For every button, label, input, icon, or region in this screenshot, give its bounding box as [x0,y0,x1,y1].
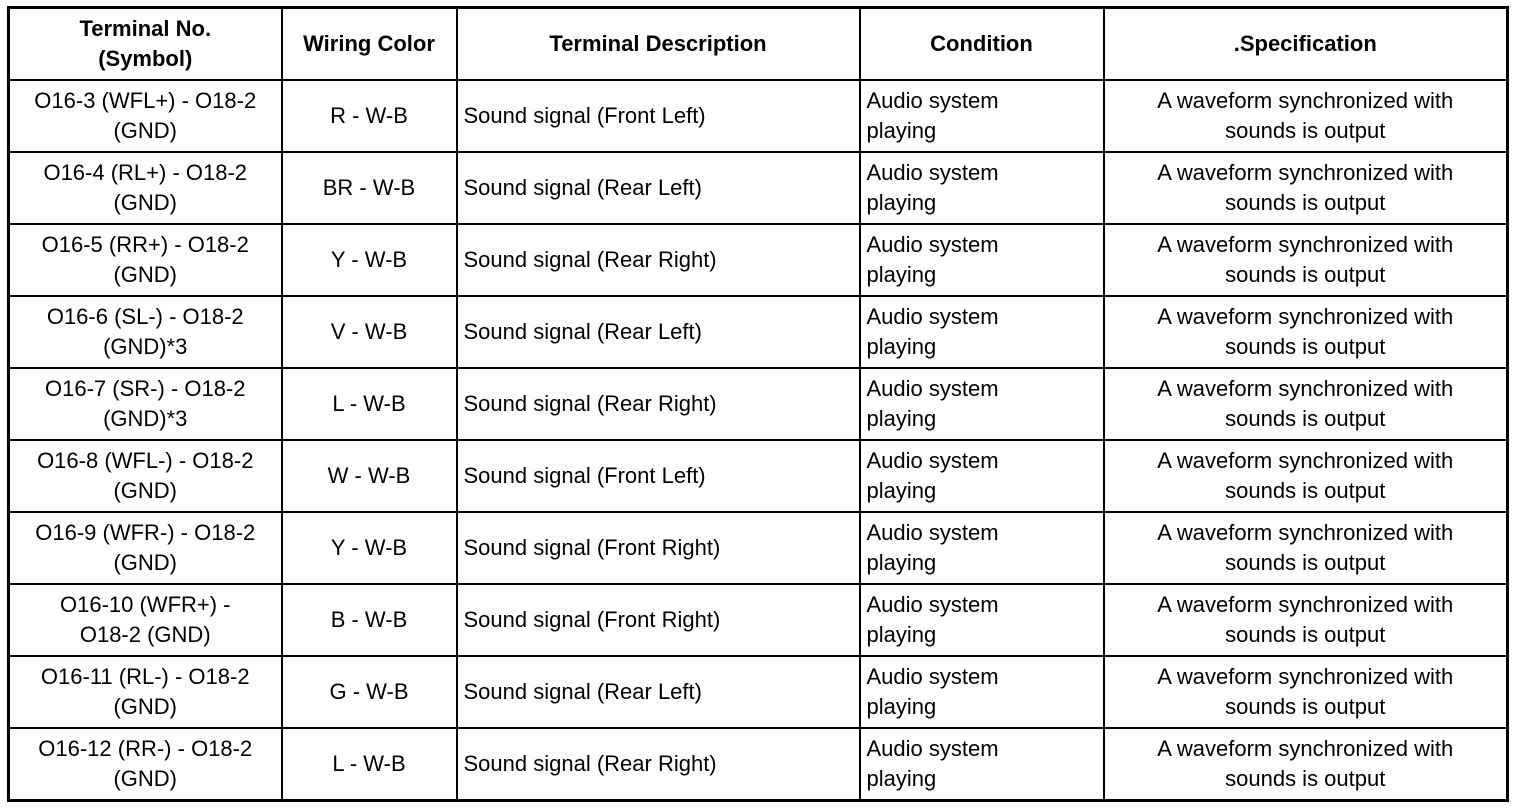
condition-line2: playing [866,406,937,431]
specification-line1: A waveform synchronized with [1157,592,1454,617]
condition-line2: playing [866,190,937,215]
table-row [9,656,1508,728]
specification-line1: A waveform synchronized with [1157,160,1454,185]
terminal-spec-table [7,6,1509,802]
wiring-color-cell: L - W-B [282,728,457,801]
header-row [9,8,1508,81]
description-cell: Sound signal (Rear Right) [457,368,860,440]
terminal-line1: O16-11 (RL-) - O18-2 [40,664,250,689]
terminal-line2: (GND) [113,550,178,575]
specification-line2: sounds is output [1225,262,1386,287]
description-cell: Sound signal (Rear Right) [457,224,860,296]
specification-line1: A waveform synchronized with [1157,664,1454,689]
terminal-line2: (GND)*3 [103,334,188,359]
specification-cell [1104,80,1508,152]
condition-line1: Audio system [866,592,999,617]
table-row [9,224,1508,296]
terminal-cell [9,80,282,152]
terminal-spec-table-container [7,6,1509,802]
wiring-color-cell: V - W-B [282,296,457,368]
terminal-line1: O16-8 (WFL-) - O18-2 [37,448,254,473]
condition-line1: Audio system [866,88,999,113]
terminal-line2: (GND) [113,766,178,791]
terminal-cell [9,368,282,440]
condition-cell [860,440,1104,512]
condition-cell [860,368,1104,440]
specification-cell [1104,368,1508,440]
table-row [9,728,1508,801]
specification-line2: sounds is output [1225,622,1386,647]
wiring-color-cell: BR - W-B [282,152,457,224]
terminal-line1: O16-3 (WFL+) - O18-2 [34,88,257,113]
header-wiring-color: Wiring Color [282,8,457,81]
description-cell: Sound signal (Front Right) [457,512,860,584]
specification-cell [1104,584,1508,656]
condition-line2: playing [866,334,937,359]
header-condition: Condition [860,8,1104,81]
description-cell: Sound signal (Rear Left) [457,296,860,368]
terminal-line2: (GND) [113,262,178,287]
condition-line1: Audio system [866,664,999,689]
table-row [9,296,1508,368]
condition-line2: playing [866,766,937,791]
specification-cell [1104,512,1508,584]
specification-line2: sounds is output [1225,406,1386,431]
header-terminal-line2: (Symbol) [98,46,193,71]
wiring-color-cell: W - W-B [282,440,457,512]
condition-cell [860,728,1104,801]
terminal-line1: O16-10 (WFR+) - [59,592,231,617]
specification-line2: sounds is output [1225,190,1386,215]
condition-line1: Audio system [866,160,999,185]
header-terminal-description: Terminal Description [457,8,860,81]
specification-line1: A waveform synchronized with [1157,376,1454,401]
specification-line2: sounds is output [1225,478,1386,503]
condition-line1: Audio system [866,448,999,473]
terminal-cell [9,728,282,801]
specification-line1: A waveform synchronized with [1157,232,1454,257]
condition-line1: Audio system [866,232,999,257]
wiring-color-cell: Y - W-B [282,224,457,296]
terminal-cell [9,656,282,728]
terminal-line2: O18-2 (GND) [79,622,211,647]
description-cell: Sound signal (Rear Right) [457,728,860,801]
specification-line2: sounds is output [1225,550,1386,575]
description-cell: Sound signal (Front Left) [457,440,860,512]
condition-cell [860,656,1104,728]
specification-line2: sounds is output [1225,334,1386,359]
terminal-line2: (GND)*3 [103,406,188,431]
wiring-color-cell: R - W-B [282,80,457,152]
wiring-color-cell: G - W-B [282,656,457,728]
terminal-line2: (GND) [113,478,178,503]
table-row [9,368,1508,440]
specification-line1: A waveform synchronized with [1157,448,1454,473]
header-terminal [9,8,282,81]
specification-cell [1104,440,1508,512]
terminal-line1: O16-12 (RR-) - O18-2 [38,736,253,761]
table-row [9,440,1508,512]
terminal-cell [9,224,282,296]
terminal-line1: O16-7 (SR-) - O18-2 [45,376,246,401]
condition-line2: playing [866,478,937,503]
condition-line2: playing [866,262,937,287]
specification-line2: sounds is output [1225,118,1386,143]
terminal-line2: (GND) [113,694,178,719]
condition-line1: Audio system [866,520,999,545]
table-row [9,152,1508,224]
condition-cell [860,80,1104,152]
condition-line1: Audio system [866,376,999,401]
specification-line1: A waveform synchronized with [1157,88,1454,113]
table-row [9,584,1508,656]
condition-line2: playing [866,622,937,647]
condition-cell [860,584,1104,656]
header-terminal-line1: Terminal No. [79,16,212,41]
specification-line1: A waveform synchronized with [1157,520,1454,545]
condition-line2: playing [866,118,937,143]
terminal-cell [9,152,282,224]
description-cell: Sound signal (Rear Left) [457,656,860,728]
condition-line2: playing [866,550,937,575]
table-row [9,80,1508,152]
terminal-line1: O16-4 (RL+) - O18-2 [43,160,248,185]
terminal-line1: O16-5 (RR+) - O18-2 [41,232,249,257]
description-cell: Sound signal (Front Left) [457,80,860,152]
description-cell: Sound signal (Rear Left) [457,152,860,224]
description-cell: Sound signal (Front Right) [457,584,860,656]
table-body [9,80,1508,801]
condition-line1: Audio system [866,304,999,329]
terminal-cell [9,584,282,656]
terminal-cell [9,512,282,584]
specification-line2: sounds is output [1225,694,1386,719]
header-specification: .Specification [1104,8,1508,81]
wiring-color-cell: Y - W-B [282,512,457,584]
specification-cell [1104,728,1508,801]
specification-cell [1104,152,1508,224]
terminal-cell [9,440,282,512]
wiring-color-cell: B - W-B [282,584,457,656]
specification-line1: A waveform synchronized with [1157,304,1454,329]
table-row [9,512,1508,584]
condition-cell [860,512,1104,584]
terminal-line2: (GND) [113,118,178,143]
specification-cell [1104,296,1508,368]
specification-line1: A waveform synchronized with [1157,736,1454,761]
specification-cell [1104,224,1508,296]
condition-cell [860,296,1104,368]
wiring-color-cell: L - W-B [282,368,457,440]
terminal-line2: (GND) [113,190,178,215]
specification-cell [1104,656,1508,728]
condition-line1: Audio system [866,736,999,761]
terminal-cell [9,296,282,368]
terminal-line1: O16-6 (SL-) - O18-2 [46,304,244,329]
condition-cell [860,224,1104,296]
condition-line2: playing [866,694,937,719]
condition-cell [860,152,1104,224]
specification-line2: sounds is output [1225,766,1386,791]
terminal-line1: O16-9 (WFR-) - O18-2 [35,520,256,545]
